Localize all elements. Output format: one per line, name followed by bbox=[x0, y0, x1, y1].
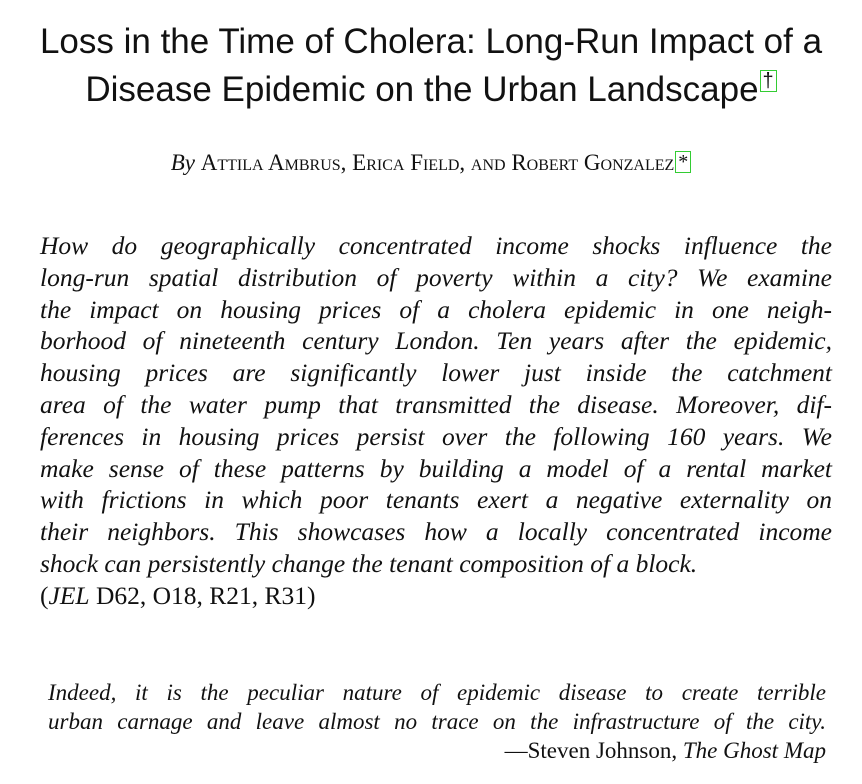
abstract-line: their neighbors. This showcases how a locally concentrated income bbox=[40, 517, 832, 547]
abstract bbox=[40, 230, 832, 612]
author-by: By bbox=[170, 150, 195, 175]
abstract-line: borhood of nineteenth century London. Ten years after the epidemic, bbox=[40, 326, 832, 356]
title-line-1: Loss in the Time of Cholera: Long-Run Impact of a bbox=[39, 22, 823, 61]
jel-open-paren: ( bbox=[40, 580, 49, 610]
abstract-line: How do geographically concentrated income shocks influence the bbox=[40, 231, 832, 260]
paper-title bbox=[0, 18, 862, 114]
abstract-line: ferences in housing prices persist over the following 160 years. We bbox=[40, 421, 832, 451]
abstract-line: housing prices are significantly lower just inside the catchment bbox=[40, 358, 832, 388]
epigraph-attribution bbox=[48, 736, 826, 765]
abstract-line: area of the water pump that transmitted the disease. Moreover, dif- bbox=[40, 389, 832, 419]
abstract-line: shock can persistently change the tenant composition of a block. bbox=[40, 548, 698, 578]
jel-label: JEL bbox=[48, 580, 90, 610]
title-line-2 bbox=[0, 66, 862, 114]
epigraph-line: urban carnage and leave almost no trace on the infrastructure of the city. bbox=[48, 709, 826, 734]
author-names: Attila Ambrus, Erica Field, and Robert Gonzalez bbox=[200, 150, 675, 175]
title-line-2-text: Disease Epidemic on the Urban Landscape bbox=[85, 70, 759, 109]
epigraph-author: —Steven Johnson, bbox=[504, 738, 683, 763]
author-footnote-link[interactable]: * bbox=[675, 151, 691, 173]
epigraph-line: Indeed, it is the peculiar nature of epidemic disease to create terrible bbox=[48, 680, 826, 705]
title-footnote-link[interactable]: † bbox=[760, 70, 777, 92]
epigraph bbox=[48, 678, 826, 765]
jel-codes bbox=[40, 580, 832, 612]
author-line bbox=[0, 146, 862, 180]
abstract-line: make sense of these patterns by building a model of a rental market bbox=[40, 453, 832, 483]
epigraph-work-title: The Ghost Map bbox=[682, 738, 826, 763]
abstract-line: long-run spatial distribution of poverty within a city? We examine bbox=[40, 262, 832, 292]
jel-code-list: D62, O18, R21, R31) bbox=[89, 580, 316, 610]
abstract-line: the impact on housing prices of a cholera epidemic in one neigh- bbox=[40, 294, 832, 324]
abstract-line: with frictions in which poor tenants exert a negative externality on bbox=[40, 485, 832, 515]
